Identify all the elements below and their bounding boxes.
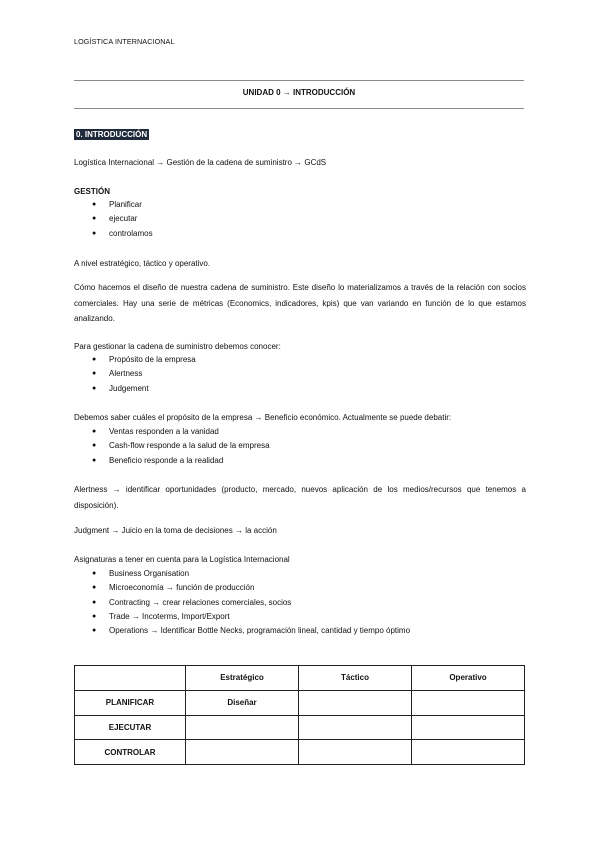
list-item: ● ejecutar [92,212,153,226]
table-row [75,740,525,765]
table-header-cell: Táctico [299,666,412,691]
design-paragraph: Cómo hacemos el diseño de nuestra cadena de suministro. Este diseño lo materializamos a través de la relación con socios comerciales. Hay una serie de métricas (Economics, indicadores, kpis) que van variando en función de lo que estamos analizando. [74,283,526,323]
list-item: ● Beneficio responde a la realidad [92,454,270,468]
list-item: ● Trade → Incoterms, Import/Export [92,610,410,624]
table-cell [299,690,412,715]
running-header: LOGÍSTICA INTERNACIONAL [74,37,175,46]
table-header-row [75,666,525,691]
manage-list [92,353,196,396]
row-header-cell: CONTROLAR [75,740,186,765]
list-item: ● Operations → Identificar Bottle Necks, programación lineal, cantidad y tiempo óptimo [92,624,410,638]
table-header-cell: Estratégico [186,666,299,691]
gestion-heading: GESTIÓN [74,187,111,196]
table-row [75,690,525,715]
table-header-cell: Operativo [412,666,525,691]
list-item: ● Ventas responden a la vanidad [92,425,270,439]
list-item: ● Judgement [92,382,196,396]
table-cell: Diseñar [186,690,299,715]
list-item: ● Business Organisation [92,567,410,581]
levels-line: A nivel estratégico, táctico y operativo. [74,259,211,268]
purpose-intro: Debemos saber cuáles el propósito de la empresa → Beneficio económico. Actualmente se puede debatir: [74,413,452,422]
title-top-rule [74,80,524,81]
list-item: ● Propósito de la empresa [92,353,196,367]
table-cell [186,740,299,765]
table-cell [299,740,412,765]
title-bottom-rule [74,108,524,109]
gestion-list [92,198,153,241]
table-cell [299,715,412,740]
list-item: ● Microeconomía → función de producción [92,581,410,595]
table-row [75,715,525,740]
table-cell [412,690,525,715]
logistics-line: Logística Internacional → Gestión de la cadena de suministro → GCdS [74,158,327,167]
list-item: ● Contracting → crear relaciones comerciales, socios [92,596,410,610]
row-header-cell: EJECUTAR [75,715,186,740]
list-item: ● controlamos [92,227,153,241]
subjects-intro: Asignaturas a tener en cuenta para la Logística Internacional [74,555,290,564]
table-header-cell [75,666,186,691]
manage-intro: Para gestionar la cadena de suministro debemos conocer: [74,342,281,351]
row-header-cell: PLANIFICAR [75,690,186,715]
table-cell [186,715,299,740]
management-levels-table [74,665,525,765]
subjects-list [92,567,410,638]
unit-title: UNIDAD 0 → INTRODUCCIÓN [242,88,356,97]
section-heading: 0. INTRODUCCIÓN [76,130,148,139]
list-item: ● Alertness [92,367,196,381]
purpose-list [92,425,270,468]
alertness-paragraph: Alertness → identificar oportunidades (producto, mercado, nuevos aplicación de los medios/recursos que tenemos a disposición). [74,485,526,510]
list-item: ● Planificar [92,198,153,212]
list-item: ● Cash-flow responde a la salud de la empresa [92,439,270,453]
table-cell [412,715,525,740]
table-cell [412,740,525,765]
judgment-line: Judgment → Juicio en la toma de decisiones → la acción [74,526,277,535]
